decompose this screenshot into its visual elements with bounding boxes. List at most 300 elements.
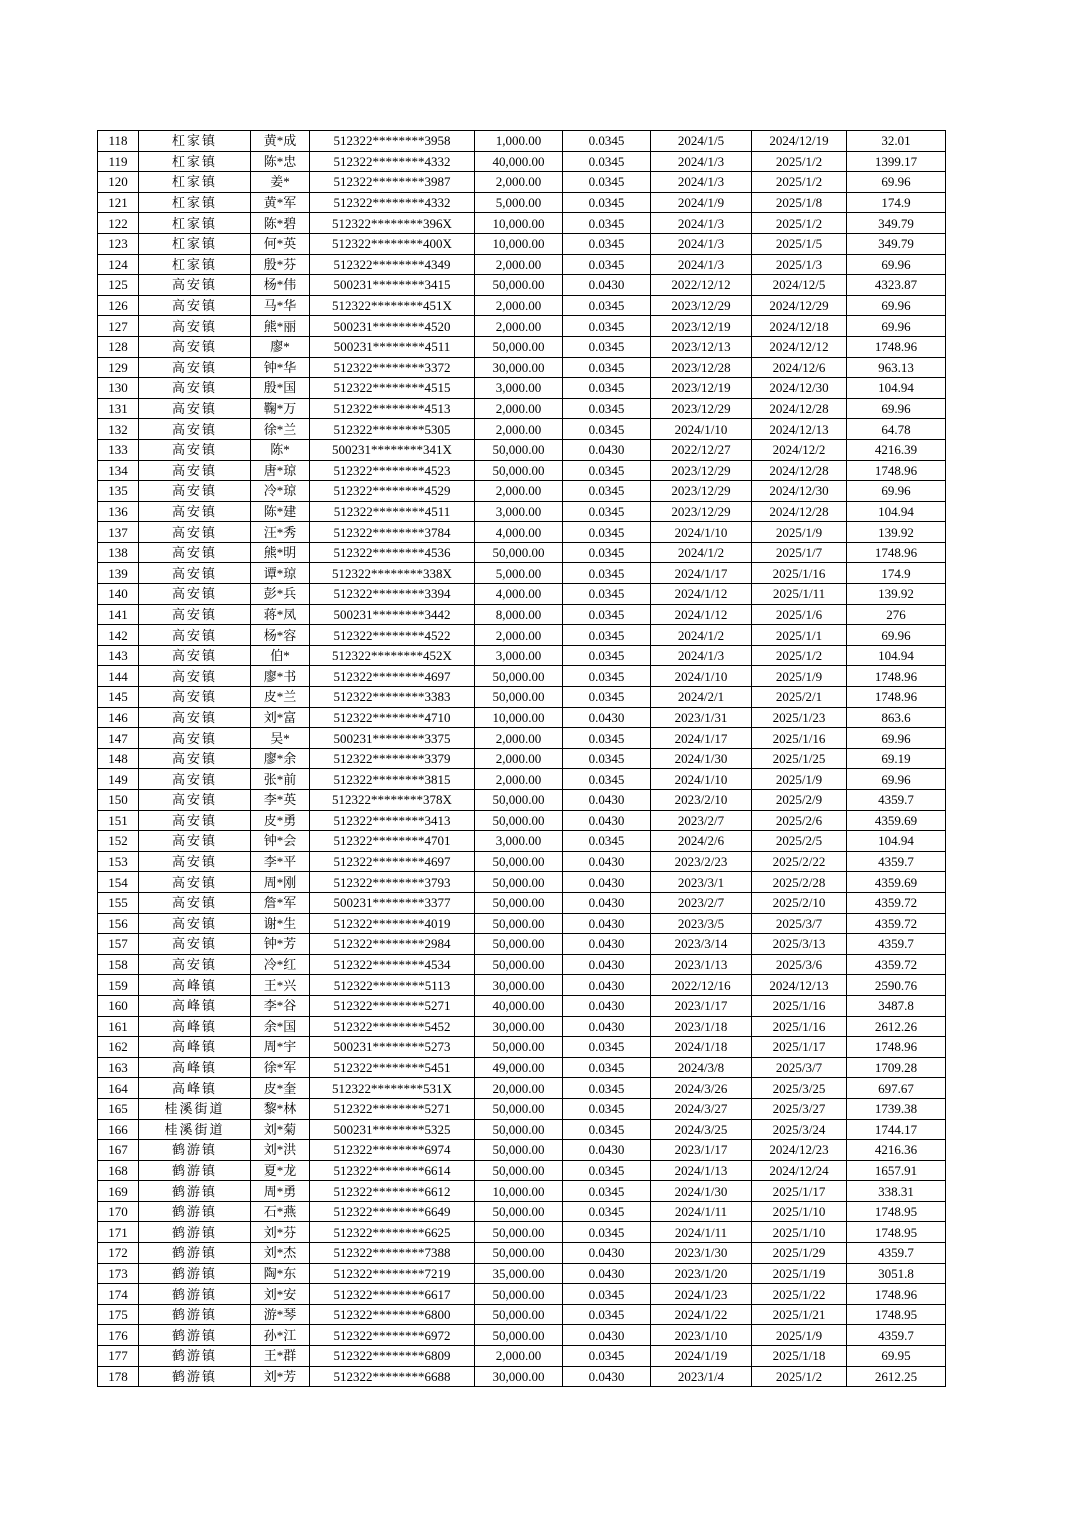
id-number-cell: 512322********3793 <box>310 872 475 893</box>
id-number-cell: 500231********5273 <box>310 1037 475 1058</box>
end-date-cell: 2025/1/6 <box>752 604 847 625</box>
table-row <box>98 748 946 769</box>
table-row <box>98 954 946 975</box>
row-number: 140 <box>98 584 139 605</box>
town-cell: 高峰镇 <box>139 1057 251 1078</box>
end-date-cell: 2024/12/24 <box>752 1160 847 1181</box>
subsidy-amount-cell: 338.31 <box>847 1181 946 1202</box>
table-row <box>98 151 946 172</box>
id-number-cell: 512322********6688 <box>310 1366 475 1387</box>
end-date-cell: 2025/1/25 <box>752 748 847 769</box>
loan-amount-cell: 30,000.00 <box>475 1016 563 1037</box>
table-row <box>98 892 946 913</box>
subsidy-amount-cell: 2590.76 <box>847 975 946 996</box>
end-date-cell: 2025/3/7 <box>752 1057 847 1078</box>
end-date-cell: 2025/1/23 <box>752 707 847 728</box>
loan-amount-cell: 50,000.00 <box>475 1160 563 1181</box>
subsidy-amount-cell: 1748.96 <box>847 460 946 481</box>
end-date-cell: 2024/12/28 <box>752 398 847 419</box>
loan-amount-cell: 50,000.00 <box>475 954 563 975</box>
table-row <box>98 851 946 872</box>
table-row <box>98 501 946 522</box>
table-row <box>98 254 946 275</box>
subsidy-amount-cell: 1748.96 <box>847 542 946 563</box>
id-number-cell: 512322********452X <box>310 645 475 666</box>
end-date-cell: 2024/12/19 <box>752 131 847 152</box>
id-number-cell: 512322********5452 <box>310 1016 475 1037</box>
row-number: 173 <box>98 1263 139 1284</box>
table-row <box>98 460 946 481</box>
town-cell: 高安镇 <box>139 645 251 666</box>
start-date-cell: 2022/12/16 <box>651 975 752 996</box>
subsidy-amount-cell: 4359.72 <box>847 892 946 913</box>
loan-amount-cell: 50,000.00 <box>475 1222 563 1243</box>
subsidy-amount-cell: 1748.95 <box>847 1304 946 1325</box>
name-cell: 张*前 <box>251 769 310 790</box>
interest-rate-cell: 0.0345 <box>563 192 651 213</box>
town-cell: 高安镇 <box>139 439 251 460</box>
row-number: 174 <box>98 1284 139 1305</box>
subsidy-amount-cell: 4359.7 <box>847 790 946 811</box>
interest-rate-cell: 0.0345 <box>563 1057 651 1078</box>
interest-rate-cell: 0.0345 <box>563 584 651 605</box>
end-date-cell: 2024/12/18 <box>752 316 847 337</box>
interest-rate-cell: 0.0345 <box>563 625 651 646</box>
table-row <box>98 872 946 893</box>
start-date-cell: 2024/1/3 <box>651 645 752 666</box>
start-date-cell: 2024/1/9 <box>651 192 752 213</box>
end-date-cell: 2025/1/16 <box>752 728 847 749</box>
town-cell: 高安镇 <box>139 892 251 913</box>
subsidy-amount-cell: 69.96 <box>847 625 946 646</box>
end-date-cell: 2025/2/22 <box>752 851 847 872</box>
table-row <box>98 378 946 399</box>
name-cell: 詹*军 <box>251 892 310 913</box>
start-date-cell: 2023/1/17 <box>651 1140 752 1161</box>
name-cell: 蒋*凤 <box>251 604 310 625</box>
table-row <box>98 1304 946 1325</box>
name-cell: 伯* <box>251 645 310 666</box>
interest-rate-cell: 0.0345 <box>563 522 651 543</box>
subsidy-amount-cell: 276 <box>847 604 946 625</box>
name-cell: 陈*建 <box>251 501 310 522</box>
interest-rate-cell: 0.0345 <box>563 1284 651 1305</box>
end-date-cell: 2025/1/19 <box>752 1263 847 1284</box>
end-date-cell: 2025/1/2 <box>752 213 847 234</box>
loan-amount-cell: 2,000.00 <box>475 398 563 419</box>
name-cell: 冷*琼 <box>251 481 310 502</box>
town-cell: 鹤游镇 <box>139 1160 251 1181</box>
name-cell: 冷*红 <box>251 954 310 975</box>
id-number-cell: 512322********4515 <box>310 378 475 399</box>
loan-amount-cell: 50,000.00 <box>475 872 563 893</box>
loan-amount-cell: 30,000.00 <box>475 975 563 996</box>
row-number: 125 <box>98 275 139 296</box>
id-number-cell: 512322********7388 <box>310 1243 475 1264</box>
id-number-cell: 512322********5451 <box>310 1057 475 1078</box>
interest-rate-cell: 0.0430 <box>563 995 651 1016</box>
name-cell: 徐*军 <box>251 1057 310 1078</box>
table-row <box>98 172 946 193</box>
subsidy-amount-cell: 4359.69 <box>847 810 946 831</box>
loan-amount-cell: 30,000.00 <box>475 357 563 378</box>
subsidy-amount-cell: 4323.87 <box>847 275 946 296</box>
interest-rate-cell: 0.0430 <box>563 439 651 460</box>
name-cell: 王*群 <box>251 1346 310 1367</box>
end-date-cell: 2025/1/10 <box>752 1201 847 1222</box>
town-cell: 鹤游镇 <box>139 1346 251 1367</box>
table-row <box>98 1098 946 1119</box>
end-date-cell: 2025/1/10 <box>752 1222 847 1243</box>
end-date-cell: 2025/1/3 <box>752 254 847 275</box>
subsidy-amount-cell: 104.94 <box>847 378 946 399</box>
interest-rate-cell: 0.0345 <box>563 666 651 687</box>
name-cell: 皮*勇 <box>251 810 310 831</box>
id-number-cell: 512322********4332 <box>310 192 475 213</box>
loan-amount-cell: 40,000.00 <box>475 995 563 1016</box>
town-cell: 高安镇 <box>139 728 251 749</box>
loan-amount-cell: 2,000.00 <box>475 625 563 646</box>
row-number: 124 <box>98 254 139 275</box>
end-date-cell: 2025/2/28 <box>752 872 847 893</box>
row-number: 171 <box>98 1222 139 1243</box>
interest-rate-cell: 0.0345 <box>563 1078 651 1099</box>
table-body <box>98 131 946 1387</box>
table-row <box>98 769 946 790</box>
start-date-cell: 2024/1/10 <box>651 419 752 440</box>
interest-rate-cell: 0.0345 <box>563 563 651 584</box>
row-number: 172 <box>98 1243 139 1264</box>
id-number-cell: 512322********396X <box>310 213 475 234</box>
table-row <box>98 1263 946 1284</box>
town-cell: 鹤游镇 <box>139 1222 251 1243</box>
row-number: 131 <box>98 398 139 419</box>
id-number-cell: 512322********6800 <box>310 1304 475 1325</box>
row-number: 128 <box>98 336 139 357</box>
table-row <box>98 316 946 337</box>
name-cell: 李*英 <box>251 790 310 811</box>
loan-amount-cell: 50,000.00 <box>475 460 563 481</box>
interest-rate-cell: 0.0345 <box>563 254 651 275</box>
id-number-cell: 500231********3375 <box>310 728 475 749</box>
row-number: 178 <box>98 1366 139 1387</box>
interest-rate-cell: 0.0345 <box>563 748 651 769</box>
row-number: 150 <box>98 790 139 811</box>
town-cell: 高安镇 <box>139 707 251 728</box>
subsidy-amount-cell: 2612.25 <box>847 1366 946 1387</box>
table-row <box>98 1325 946 1346</box>
town-cell: 杠家镇 <box>139 213 251 234</box>
interest-rate-cell: 0.0345 <box>563 481 651 502</box>
row-number: 126 <box>98 295 139 316</box>
start-date-cell: 2024/1/2 <box>651 542 752 563</box>
table-row <box>98 522 946 543</box>
id-number-cell: 512322********3987 <box>310 172 475 193</box>
row-number: 145 <box>98 687 139 708</box>
subsidy-amount-cell: 104.94 <box>847 501 946 522</box>
interest-rate-cell: 0.0345 <box>563 1304 651 1325</box>
row-number: 142 <box>98 625 139 646</box>
subsidy-amount-cell: 1748.96 <box>847 666 946 687</box>
name-cell: 唐*琼 <box>251 460 310 481</box>
table-row <box>98 790 946 811</box>
table-row <box>98 1366 946 1387</box>
start-date-cell: 2023/3/5 <box>651 913 752 934</box>
town-cell: 鹤游镇 <box>139 1304 251 1325</box>
town-cell: 高安镇 <box>139 398 251 419</box>
name-cell: 周*勇 <box>251 1181 310 1202</box>
interest-rate-cell: 0.0430 <box>563 1243 651 1264</box>
row-number: 130 <box>98 378 139 399</box>
loan-amount-cell: 3,000.00 <box>475 501 563 522</box>
id-number-cell: 500231********4511 <box>310 336 475 357</box>
town-cell: 高安镇 <box>139 357 251 378</box>
town-cell: 杠家镇 <box>139 192 251 213</box>
end-date-cell: 2025/1/2 <box>752 1366 847 1387</box>
name-cell: 刘*芳 <box>251 1366 310 1387</box>
id-number-cell: 512322********4511 <box>310 501 475 522</box>
id-number-cell: 512322********3394 <box>310 584 475 605</box>
name-cell: 谢*生 <box>251 913 310 934</box>
interest-rate-cell: 0.0430 <box>563 707 651 728</box>
subsidy-amount-cell: 4216.39 <box>847 439 946 460</box>
loan-amount-cell: 2,000.00 <box>475 172 563 193</box>
row-number: 152 <box>98 831 139 852</box>
name-cell: 刘*菊 <box>251 1119 310 1140</box>
end-date-cell: 2025/1/9 <box>752 1325 847 1346</box>
interest-rate-cell: 0.0430 <box>563 810 651 831</box>
interest-rate-cell: 0.0345 <box>563 501 651 522</box>
loan-amount-cell: 50,000.00 <box>475 336 563 357</box>
start-date-cell: 2024/1/3 <box>651 254 752 275</box>
id-number-cell: 512322********4534 <box>310 954 475 975</box>
table-row <box>98 275 946 296</box>
town-cell: 高安镇 <box>139 460 251 481</box>
interest-rate-cell: 0.0430 <box>563 1263 651 1284</box>
subsidy-amount-cell: 174.9 <box>847 192 946 213</box>
id-number-cell: 512322********4523 <box>310 460 475 481</box>
name-cell: 陈* <box>251 439 310 460</box>
town-cell: 高安镇 <box>139 748 251 769</box>
start-date-cell: 2024/1/11 <box>651 1201 752 1222</box>
name-cell: 殷*国 <box>251 378 310 399</box>
subsidy-amount-cell: 69.96 <box>847 316 946 337</box>
start-date-cell: 2023/12/29 <box>651 501 752 522</box>
name-cell: 杨*伟 <box>251 275 310 296</box>
town-cell: 杠家镇 <box>139 172 251 193</box>
table-row <box>98 357 946 378</box>
id-number-cell: 512322********4019 <box>310 913 475 934</box>
start-date-cell: 2023/1/13 <box>651 954 752 975</box>
town-cell: 高安镇 <box>139 831 251 852</box>
subsidy-amount-cell: 349.79 <box>847 233 946 254</box>
loan-amount-cell: 10,000.00 <box>475 213 563 234</box>
town-cell: 鹤游镇 <box>139 1201 251 1222</box>
town-cell: 高峰镇 <box>139 975 251 996</box>
start-date-cell: 2024/1/17 <box>651 728 752 749</box>
town-cell: 高安镇 <box>139 501 251 522</box>
table-row <box>98 1016 946 1037</box>
name-cell: 谭*琼 <box>251 563 310 584</box>
start-date-cell: 2024/1/30 <box>651 1181 752 1202</box>
loan-amount-cell: 2,000.00 <box>475 728 563 749</box>
end-date-cell: 2024/12/13 <box>752 975 847 996</box>
start-date-cell: 2023/12/29 <box>651 398 752 419</box>
end-date-cell: 2025/1/9 <box>752 666 847 687</box>
subsidy-amount-cell: 69.19 <box>847 748 946 769</box>
subsidy-amount-cell: 4359.7 <box>847 1325 946 1346</box>
id-number-cell: 512322********4536 <box>310 542 475 563</box>
end-date-cell: 2025/1/18 <box>752 1346 847 1367</box>
interest-rate-cell: 0.0345 <box>563 172 651 193</box>
id-number-cell: 512322********6649 <box>310 1201 475 1222</box>
table-row <box>98 1160 946 1181</box>
row-number: 169 <box>98 1181 139 1202</box>
loan-amount-cell: 50,000.00 <box>475 934 563 955</box>
row-number: 123 <box>98 233 139 254</box>
table-row <box>98 419 946 440</box>
start-date-cell: 2024/1/3 <box>651 213 752 234</box>
table-row <box>98 810 946 831</box>
name-cell: 姜* <box>251 172 310 193</box>
id-number-cell: 512322********7219 <box>310 1263 475 1284</box>
end-date-cell: 2025/3/7 <box>752 913 847 934</box>
town-cell: 高峰镇 <box>139 1037 251 1058</box>
id-number-cell: 512322********3413 <box>310 810 475 831</box>
start-date-cell: 2024/1/3 <box>651 151 752 172</box>
town-cell: 高安镇 <box>139 810 251 831</box>
id-number-cell: 512322********6809 <box>310 1346 475 1367</box>
loan-amount-cell: 50,000.00 <box>475 1284 563 1305</box>
row-number: 160 <box>98 995 139 1016</box>
name-cell: 杨*容 <box>251 625 310 646</box>
id-number-cell: 500231********5325 <box>310 1119 475 1140</box>
id-number-cell: 512322********400X <box>310 233 475 254</box>
table-row <box>98 192 946 213</box>
loan-amount-cell: 4,000.00 <box>475 522 563 543</box>
row-number: 148 <box>98 748 139 769</box>
loan-amount-cell: 30,000.00 <box>475 1366 563 1387</box>
row-number: 163 <box>98 1057 139 1078</box>
row-number: 154 <box>98 872 139 893</box>
subsidy-amount-cell: 4359.69 <box>847 872 946 893</box>
subsidy-amount-cell: 4359.72 <box>847 913 946 934</box>
row-number: 155 <box>98 892 139 913</box>
start-date-cell: 2023/1/30 <box>651 1243 752 1264</box>
row-number: 162 <box>98 1037 139 1058</box>
row-number: 129 <box>98 357 139 378</box>
subsidy-amount-cell: 3051.8 <box>847 1263 946 1284</box>
interest-rate-cell: 0.0345 <box>563 151 651 172</box>
start-date-cell: 2024/1/13 <box>651 1160 752 1181</box>
end-date-cell: 2025/1/2 <box>752 151 847 172</box>
interest-rate-cell: 0.0430 <box>563 790 651 811</box>
table-row <box>98 707 946 728</box>
end-date-cell: 2025/1/16 <box>752 563 847 584</box>
town-cell: 高安镇 <box>139 316 251 337</box>
row-number: 158 <box>98 954 139 975</box>
name-cell: 周*宇 <box>251 1037 310 1058</box>
subsidy-amount-cell: 4359.7 <box>847 851 946 872</box>
end-date-cell: 2025/1/5 <box>752 233 847 254</box>
id-number-cell: 500231********4520 <box>310 316 475 337</box>
town-cell: 杠家镇 <box>139 254 251 275</box>
interest-rate-cell: 0.0345 <box>563 604 651 625</box>
end-date-cell: 2025/3/6 <box>752 954 847 975</box>
subsidy-amount-cell: 32.01 <box>847 131 946 152</box>
loan-amount-cell: 2,000.00 <box>475 254 563 275</box>
interest-rate-cell: 0.0345 <box>563 357 651 378</box>
table-row <box>98 131 946 152</box>
start-date-cell: 2024/3/8 <box>651 1057 752 1078</box>
loan-amount-cell: 8,000.00 <box>475 604 563 625</box>
row-number: 153 <box>98 851 139 872</box>
town-cell: 高安镇 <box>139 378 251 399</box>
table-row <box>98 1140 946 1161</box>
end-date-cell: 2025/1/1 <box>752 625 847 646</box>
start-date-cell: 2024/3/25 <box>651 1119 752 1140</box>
interest-rate-cell: 0.0345 <box>563 1222 651 1243</box>
loan-amount-cell: 2,000.00 <box>475 295 563 316</box>
table-row <box>98 481 946 502</box>
end-date-cell: 2025/1/16 <box>752 1016 847 1037</box>
end-date-cell: 2024/12/30 <box>752 481 847 502</box>
row-number: 159 <box>98 975 139 996</box>
interest-rate-cell: 0.0430 <box>563 275 651 296</box>
interest-rate-cell: 0.0345 <box>563 460 651 481</box>
loan-amount-cell: 2,000.00 <box>475 316 563 337</box>
start-date-cell: 2023/1/20 <box>651 1263 752 1284</box>
loan-amount-cell: 50,000.00 <box>475 1037 563 1058</box>
id-number-cell: 512322********6617 <box>310 1284 475 1305</box>
subsidy-amount-cell: 174.9 <box>847 563 946 584</box>
end-date-cell: 2025/2/1 <box>752 687 847 708</box>
interest-rate-cell: 0.0345 <box>563 336 651 357</box>
table-row <box>98 1346 946 1367</box>
loan-amount-cell: 50,000.00 <box>475 1325 563 1346</box>
name-cell: 殷*芬 <box>251 254 310 275</box>
town-cell: 杠家镇 <box>139 131 251 152</box>
loan-amount-cell: 50,000.00 <box>475 542 563 563</box>
end-date-cell: 2024/12/13 <box>752 419 847 440</box>
interest-rate-cell: 0.0345 <box>563 213 651 234</box>
interest-rate-cell: 0.0345 <box>563 295 651 316</box>
end-date-cell: 2025/1/21 <box>752 1304 847 1325</box>
interest-rate-cell: 0.0345 <box>563 1037 651 1058</box>
row-number: 151 <box>98 810 139 831</box>
loan-amount-cell: 50,000.00 <box>475 1098 563 1119</box>
end-date-cell: 2025/3/25 <box>752 1078 847 1099</box>
loan-amount-cell: 10,000.00 <box>475 233 563 254</box>
row-number: 119 <box>98 151 139 172</box>
end-date-cell: 2024/12/6 <box>752 357 847 378</box>
interest-rate-cell: 0.0345 <box>563 728 651 749</box>
end-date-cell: 2025/1/9 <box>752 522 847 543</box>
id-number-cell: 512322********6625 <box>310 1222 475 1243</box>
table-row <box>98 1284 946 1305</box>
town-cell: 高峰镇 <box>139 1016 251 1037</box>
table-row <box>98 1222 946 1243</box>
end-date-cell: 2025/1/17 <box>752 1181 847 1202</box>
name-cell: 钟*芳 <box>251 934 310 955</box>
start-date-cell: 2024/1/19 <box>651 1346 752 1367</box>
start-date-cell: 2023/3/1 <box>651 872 752 893</box>
interest-rate-cell: 0.0345 <box>563 378 651 399</box>
id-number-cell: 512322********3958 <box>310 131 475 152</box>
loan-amount-cell: 2,000.00 <box>475 481 563 502</box>
id-number-cell: 512322********4697 <box>310 851 475 872</box>
loan-amount-cell: 50,000.00 <box>475 666 563 687</box>
